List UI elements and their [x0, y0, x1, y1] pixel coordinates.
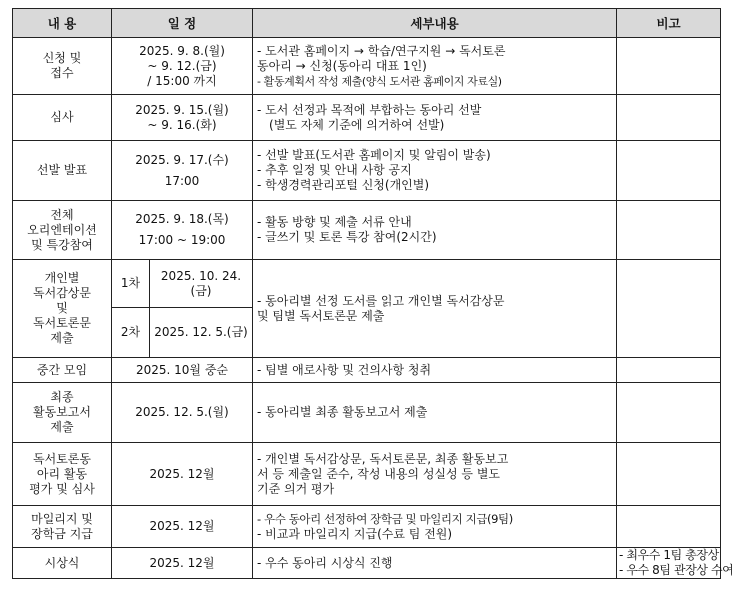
final-report-item: 최종 활동보고서 제출: [13, 383, 112, 443]
final-report-date: 2025. 12. 5.(월): [112, 383, 253, 443]
orientation-details: - 활동 방향 및 제출 서류 안내 - 글쓰기 및 토론 특강 참여(2시간): [253, 201, 617, 260]
review-details: - 도서 선정과 목적에 부합하는 동아리 선발 (별도 자체 기준에 의거하여 선발): [253, 95, 617, 141]
header-item: 내 용: [13, 9, 112, 38]
table-header-row: [13, 9, 721, 38]
essays-round2-date: 2025. 12. 5.(금): [150, 308, 253, 358]
table-row-essays-round1: [13, 260, 721, 308]
evaluation-details: - 개인별 독서감상문, 독서토론문, 최종 활동보고 서 등 제출일 준수, 작성 내용의 성실성 등 별도 기준 의거 평가: [253, 443, 617, 506]
header-notes: 비고: [617, 9, 721, 38]
table-row-evaluation: [13, 443, 721, 506]
essays-round2-label: 2차: [112, 308, 150, 358]
mileage-note: [617, 506, 721, 548]
review-date: 2025. 9. 15.(월) ~ 9. 16.(화): [112, 95, 253, 141]
announce-item: 선발 발표: [13, 141, 112, 201]
table-row-announce: [13, 141, 721, 201]
award-date: 2025. 12월: [112, 548, 253, 579]
apply-date: 2025. 9. 8.(월) ~ 9. 12.(금) / 15:00 까지: [112, 38, 253, 95]
table-row-mileage: [13, 506, 721, 548]
table-row-review: [13, 95, 721, 141]
award-note: - 최우수 1팀 총장상 - 우수 8팀 관장상 수여: [617, 548, 721, 579]
final-report-details: - 동아리별 최종 활동보고서 제출: [253, 383, 617, 443]
table-row-orientation: [13, 201, 721, 260]
orientation-item: 전체 오리엔테이션 및 특강참여: [13, 201, 112, 260]
mileage-date: 2025. 12월: [112, 506, 253, 548]
evaluation-date: 2025. 12월: [112, 443, 253, 506]
evaluation-note: [617, 443, 721, 506]
announce-date: 2025. 9. 17.(수) 17:00: [112, 141, 253, 201]
essays-item: 개인별 독서감상문 및 독서토론문 제출: [13, 260, 112, 358]
midterm-details: - 팀별 애로사항 및 건의사항 청취: [253, 358, 617, 383]
essays-details: - 동아리별 선정 도서를 읽고 개인별 독서감상문 및 팀별 독서토론문 제출: [253, 260, 617, 358]
award-details: - 우수 동아리 시상식 진행: [253, 548, 617, 579]
orientation-note: [617, 201, 721, 260]
apply-details: - 도서관 홈페이지 → 학습/연구지원 → 독서토론 동아리 → 신청(동아리 대표 1인) - 활동계획서 작성 제출(양식 도서관 홈페이지 자료실): [253, 38, 617, 95]
apply-note: [617, 38, 721, 95]
announce-note: [617, 141, 721, 201]
table-row-apply: [13, 38, 721, 95]
table-row-award: [13, 548, 721, 579]
table-row-final-report: [13, 383, 721, 443]
schedule-table: [12, 8, 734, 579]
review-note: [617, 95, 721, 141]
midterm-item: 중간 모임: [13, 358, 112, 383]
midterm-note: [617, 358, 721, 383]
award-item: 시상식: [13, 548, 112, 579]
midterm-date: 2025. 10월 중순: [112, 358, 253, 383]
mileage-details: - 우수 동아리 선정하여 장학금 및 마일리지 지급(9팀) - 비교과 마일리지 지급(수료 팀 전원): [253, 506, 617, 548]
final-report-note: [617, 383, 721, 443]
review-item: 심사: [13, 95, 112, 141]
essays-round1-date: 2025. 10. 24.(금): [150, 260, 253, 308]
essays-round1-label: 1차: [112, 260, 150, 308]
evaluation-item: 독서토론동 아리 활동 평가 및 심사: [13, 443, 112, 506]
essays-note: [617, 260, 721, 358]
mileage-item: 마일리지 및 장학금 지급: [13, 506, 112, 548]
apply-item: 신청 및 접수: [13, 38, 112, 95]
orientation-date: 2025. 9. 18.(목) 17:00 ~ 19:00: [112, 201, 253, 260]
announce-details: - 선발 발표(도서관 홈페이지 및 알림이 발송) - 추후 일정 및 안내 사항 공지 - 학생경력관리포털 신청(개인별): [253, 141, 617, 201]
header-details: 세부내용: [253, 9, 617, 38]
header-schedule: 일 정: [112, 9, 253, 38]
table-row-midterm: [13, 358, 721, 383]
